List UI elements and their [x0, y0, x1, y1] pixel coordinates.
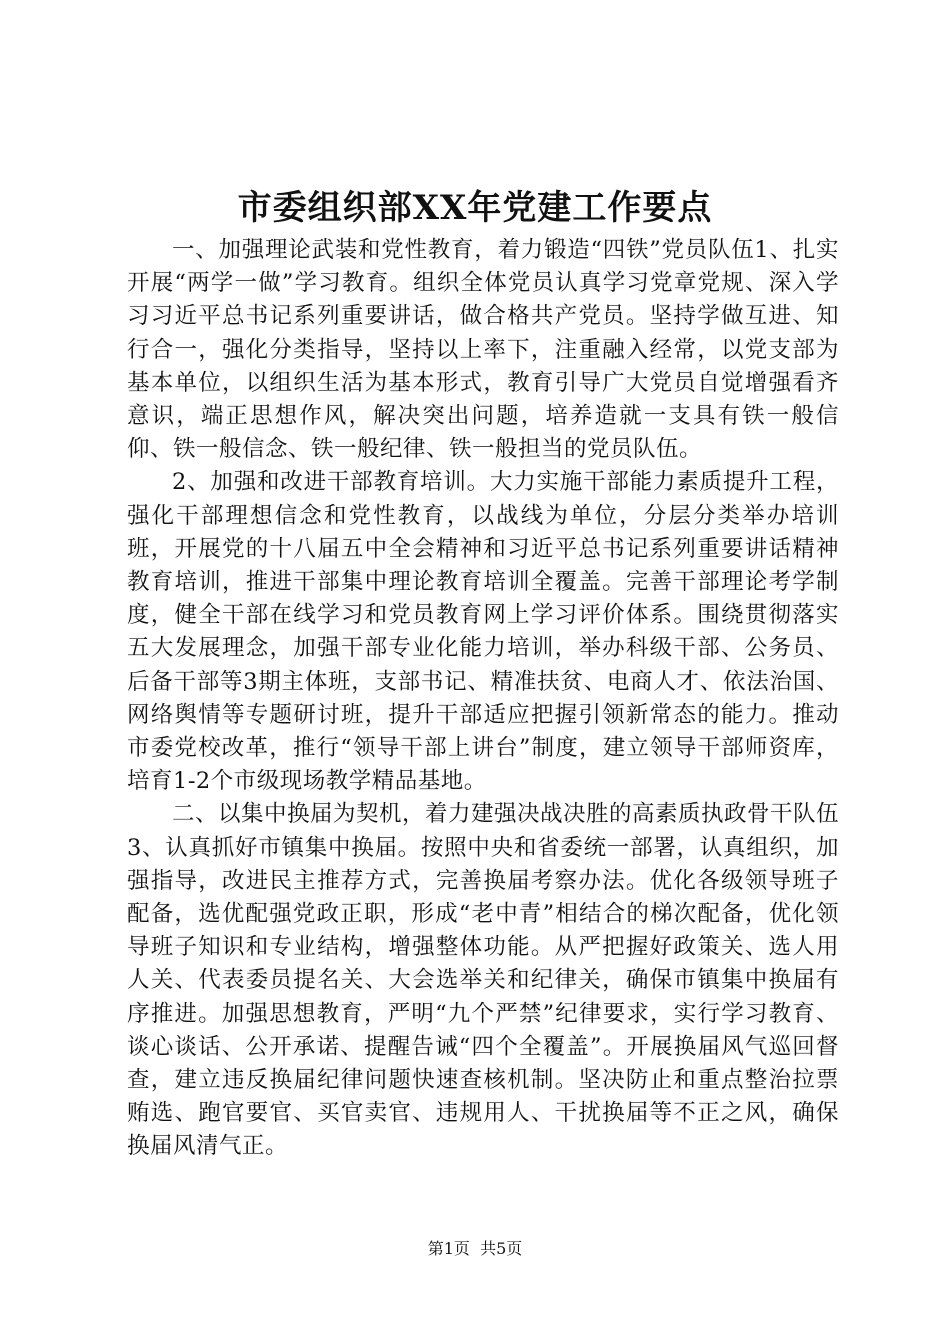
page-footer: [0, 1238, 950, 1260]
paragraph-3: 二、以集中换届为契机，着力建强决战决胜的高素质执政骨干队伍3、认真抓好市镇集中换届。按照中央和省委统一部署，认真组织，加强指导，改进民主推荐方式，完善换届考察办法。优化各级领导班子配备，选优配强党政正职，形成“老中青”相结合的梯次配备，优化领导班子知识和专业结构，增强整体功能。从严把握好政策关、选人用人关、代表委员提名关、大会选举关和纪律关，确保市镇集中换届有序推进。加强思想教育，严明“九个严禁”纪律要求，实行学习教育、谈心谈话、公开承诺、提醒告诫“四个全覆盖”。开展换届风气巡回督查，建立违反换届纪律问题快速查核机制。坚决防止和重点整治拉票贿选、跑官要官、买官卖官、违规用人、干扰换届等不正之风，确保换届风清气正。: [127, 801, 840, 1160]
paragraph-2: 2、加强和改进干部教育培训。大力实施干部能力素质提升工程，强化干部理想信念和党性教育，以战线为单位，分层分类举办培训班，开展党的十八届五中全会精神和习近平总书记系列重要讲话精神教育培训，推进干部集中理论教育培训全覆盖。完善干部理论考学制度，健全干部在线学习和党员教育网上学习评价体系。围绕贯彻落实五大发展理念，加强干部专业化能力培训，举办科级干部、公务员、后备干部等3期主体班，支部书记、精准扶贫、电商人才、依法治国、网络舆情等专题研讨班，提升干部适应把握引领新常态的能力。推动市委党校改革，推行“领导干部上讲台”制度，建立领导干部师资库，培育1-2个市级现场教学精品基地。: [127, 469, 839, 795]
page-total: 共5页: [480, 1239, 523, 1258]
document-title: 市委组织部XX年党建工作要点: [237, 188, 713, 228]
document-body: [127, 234, 839, 1164]
page-number: 第1页: [427, 1239, 470, 1258]
paragraph-1: 一、加强理论武装和党性教育，着力锻造“四铁”党员队伍1、扎实开展“两学一做”学习教育。组织全体党员认真学习党章党规、深入学习习近平总书记系列重要讲话，做合格共产党员。坚持学做互进、知行合一，强化分类指导，坚持以上率下，注重融入经常，以党支部为基本单位，以组织生活为基本形式，教育引导广大党员自觉增强看齐意识，端正思想作风，解决突出问题，培养造就一支具有铁一般信仰、铁一般信念、铁一般纪律、铁一般担当的党员队伍。: [127, 237, 839, 463]
